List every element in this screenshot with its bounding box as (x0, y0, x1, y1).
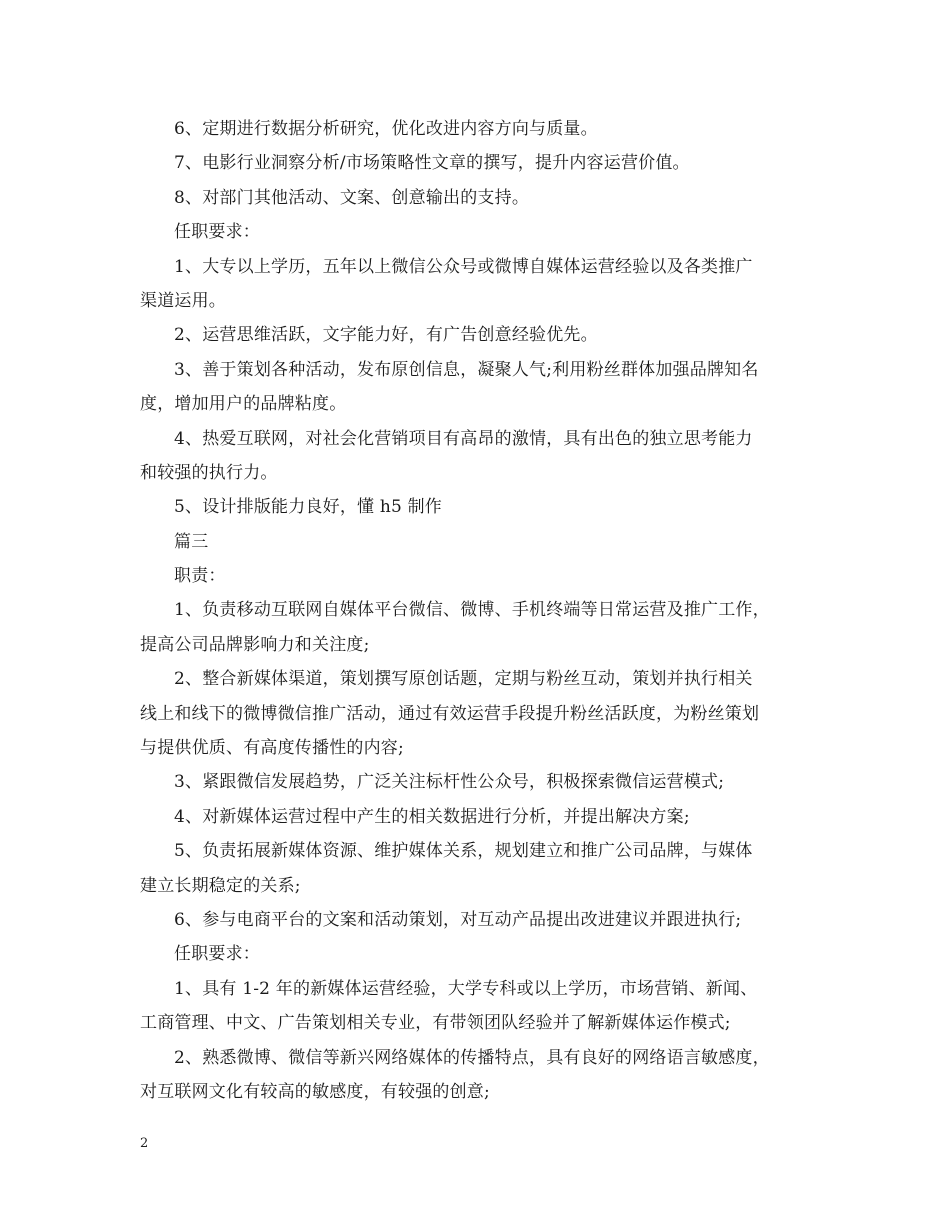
text-line: 4、热爱互联网，对社会化营销项目有高昂的激情，具有出色的独立思考能力 (174, 428, 753, 449)
paragraph (140, 146, 820, 180)
paragraph (140, 318, 820, 352)
paragraph (140, 422, 820, 491)
paragraph (140, 250, 820, 319)
text-line: 1、大专以上学历，五年以上微信公众号或微博自媒体运营经验以及各类推广 (174, 256, 753, 277)
text-line: 3、紧跟微信发展趋势，广泛关注标杆性公众号，积极探索微信运营模式; (174, 772, 725, 793)
paragraph (140, 903, 820, 937)
text-line: 6、定期进行数据分析研究，优化改进内容方向与质量。 (174, 119, 598, 139)
text-line: 和较强的执行力。 (140, 462, 278, 483)
document-body (140, 112, 820, 1109)
text-line: 3、善于策划各种活动，发布原创信息，凝聚人气;利用粉丝群体加强品牌知名 (174, 359, 759, 380)
text-line: 工商管理、中文、广告策划相关专业，有带领团队经验并了解新媒体运作模式; (140, 1013, 731, 1034)
text-line: 7、电影行业洞察分析/市场策略性文章的撰写，提升内容运营价值。 (174, 153, 690, 174)
text-line: 6、参与电商平台的文案和活动策划，对互动产品提出改进建议并跟进执行; (174, 909, 742, 930)
text-line: 4、对新媒体运营过程中产生的相关数据进行分析，并提出解决方案; (174, 806, 690, 827)
text-line: 提高公司品牌影响力和关注度; (140, 634, 370, 655)
text-line: 2、整合新媒体渠道，策划撰写原创话题，定期与粉丝互动，策划并执行相关 (174, 669, 753, 690)
paragraph (140, 490, 820, 524)
paragraph (140, 834, 820, 903)
paragraph (140, 972, 820, 1041)
paragraph (140, 800, 820, 834)
text-line: 2、熟悉微博、微信等新兴网络媒体的传播特点，具有良好的网络语言敏感度， (174, 1047, 770, 1068)
text-line: 对互联网文化有较高的敏感度，有较强的创意; (140, 1081, 490, 1102)
page-number: 2 (140, 1136, 149, 1151)
text-line: 1、负责移动互联网自媒体平台微信、微博、手机终端等日常运营及推广工作， (174, 600, 770, 621)
paragraph (140, 1041, 820, 1110)
text-line: 8、对部门其他活动、文案、创意输出的支持。 (174, 187, 530, 208)
paragraph (140, 765, 820, 799)
paragraph (140, 525, 820, 559)
text-line: 建立长期稳定的关系; (140, 875, 301, 896)
paragraph (140, 215, 820, 249)
text-line: 线上和线下的微博微信推广活动，通过有效运营手段提升粉丝活跃度，为粉丝策划 (140, 703, 760, 724)
text-line: 度，增加用户的品牌粘度。 (140, 394, 347, 415)
text-line: 篇三 (174, 531, 209, 552)
text-line: 职责： (174, 566, 226, 587)
text-line: 任职要求： (174, 944, 260, 965)
text-line: 与提供优质、有高度传播性的内容; (140, 738, 404, 759)
paragraph (140, 662, 820, 765)
text-line: 2、运营思维活跃，文字能力好，有广告创意经验优先。 (174, 325, 598, 346)
text-line: 渠道运用。 (140, 290, 226, 311)
paragraph (140, 181, 820, 215)
paragraph (140, 937, 820, 971)
text-line: 任职要求： (174, 222, 260, 243)
paragraph (140, 559, 820, 593)
text-line: 5、负责拓展新媒体资源、维护媒体关系，规划建立和推广公司品牌，与媒体 (174, 841, 753, 862)
paragraph (140, 112, 820, 146)
paragraph (140, 353, 820, 422)
paragraph (140, 593, 820, 662)
text-line: 5、设计排版能力良好，懂 h5 制作 (174, 497, 442, 518)
text-line: 1、具有 1-2 年的新媒体运营经验，大学专科或以上学历，市场营销、新闻、 (174, 978, 758, 999)
